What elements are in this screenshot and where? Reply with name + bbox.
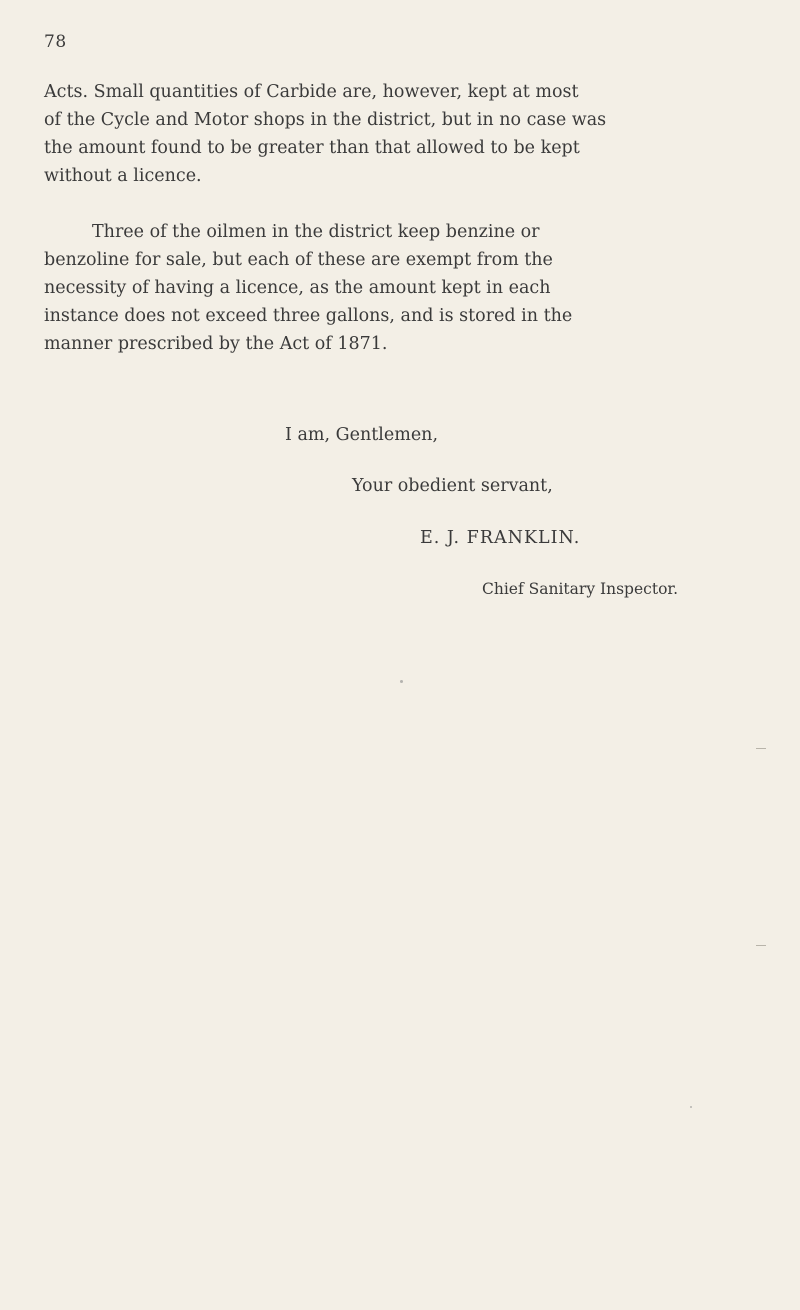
paragraph-line: manner prescribed by the Act of 1871. <box>44 334 388 354</box>
paragraph-line: of the Cycle and Motor shops in the district, but in no case was <box>44 110 607 130</box>
paper-speck <box>400 680 403 683</box>
paragraph-line: the amount found to be greater than that allowed to be kept <box>44 138 580 158</box>
paragraph-line: Acts. Small quantities of Carbide are, however, kept at most <box>44 82 579 102</box>
signature-title: Chief Sanitary Inspector. <box>482 580 679 598</box>
paragraph-line: instance does not exceed three gallons, and is stored in the <box>44 306 573 326</box>
edge-mark <box>756 748 766 749</box>
paragraph-oilmen <box>44 218 764 358</box>
paragraph-line: benzoline for sale, but each of these are exempt from the <box>44 250 553 270</box>
page-number: 78 <box>44 32 67 52</box>
paragraph-line: necessity of having a licence, as the amount kept in each <box>44 278 551 298</box>
paragraph-line: Three of the oilmen in the district keep benzine or <box>92 222 540 242</box>
paragraph-carbide <box>44 78 764 190</box>
closing-salutation: I am, Gentlemen, <box>285 425 439 445</box>
edge-mark <box>756 945 766 946</box>
signature-name: E. J. FRANKLIN. <box>420 528 581 548</box>
closing-valediction: Your obedient servant, <box>352 476 553 496</box>
paper-speck <box>690 1106 692 1108</box>
paragraph-line: without a licence. <box>44 166 202 186</box>
